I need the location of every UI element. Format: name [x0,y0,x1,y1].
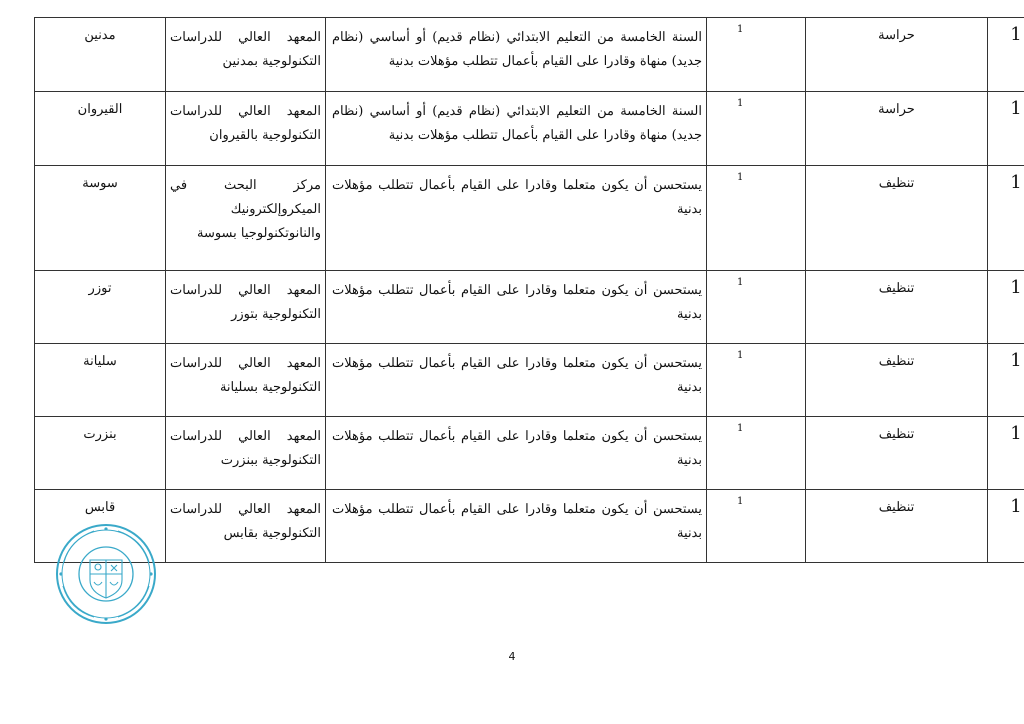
count-cell: 1 [707,417,806,490]
region-cell: توزر [35,271,166,344]
conditions-cell: يستحسن أن يكون متعلما وقادرا على القيام بأعمال تتطلب مؤهلات بدنية [326,490,707,563]
table-row [35,417,1024,490]
conditions-cell: السنة الخامسة من التعليم الابتدائي (نظام قديم) أو أساسي (نظام جديد) منهاة وقادرا على القيام بأعمال تتطلب مؤهلات بدنية [326,92,707,166]
institution-cell: مركز البحث في الميكروإلكترونيك والنانوتكنولوجيا بسوسة [166,166,326,271]
count-cell: 1 [707,344,806,417]
institution-cell: المعهد العالي للدراسات التكنولوجية بمدنين [166,18,326,92]
region-cell: سليانة [35,344,166,417]
number-cell: 1 [988,344,1024,417]
conditions-cell: يستحسن أن يكون متعلما وقادرا على القيام بأعمال تتطلب مؤهلات بدنية [326,417,707,490]
job-cell: تنظيف [806,490,988,563]
job-cell: تنظيف [806,166,988,271]
number-cell: 1 [988,92,1024,166]
institution-cell: المعهد العالي للدراسات التكنولوجية بقابس [166,490,326,563]
region-cell: سوسة [35,166,166,271]
conditions-cell: يستحسن أن يكون متعلما وقادرا على القيام بأعمال تتطلب مؤهلات بدنية [326,344,707,417]
count-cell: 1 [707,92,806,166]
job-cell: حراسة [806,92,988,166]
conditions-cell: السنة الخامسة من التعليم الابتدائي (نظام قديم) أو أساسي (نظام جديد) منهاة وقادرا على القيام بأعمال تتطلب مؤهلات بدنية [326,18,707,92]
table-row [35,92,1024,166]
region-cell: بنزرت [35,417,166,490]
job-cell: تنظيف [806,271,988,344]
count-cell: 1 [707,18,806,92]
institution-cell: المعهد العالي للدراسات التكنولوجية بالقيروان [166,92,326,166]
number-cell: 1 [988,271,1024,344]
table-row [35,18,1024,92]
conditions-cell: يستحسن أن يكون متعلما وقادرا على القيام بأعمال تتطلب مؤهلات بدنية [326,271,707,344]
region-cell: القيروان [35,92,166,166]
number-cell: 1 [988,490,1024,563]
job-cell: تنظيف [806,344,988,417]
number-cell: 1 [988,417,1024,490]
institution-cell: المعهد العالي للدراسات التكنولوجية بسليانة [166,344,326,417]
count-cell: 1 [707,490,806,563]
official-seal [54,522,158,626]
count-cell: 1 [707,271,806,344]
page-number: 4 [508,650,516,663]
region-cell: قابس [35,490,166,563]
number-cell: 1 [988,18,1024,92]
job-cell: تنظيف [806,417,988,490]
table-row [35,344,1024,417]
conditions-cell: يستحسن أن يكون متعلما وقادرا على القيام بأعمال تتطلب مؤهلات بدنية [326,166,707,271]
recruitment-table [34,17,1024,563]
count-cell: 1 [707,166,806,271]
table-row [35,271,1024,344]
table-row [35,166,1024,271]
table-row [35,490,1024,563]
job-cell: حراسة [806,18,988,92]
institution-cell: المعهد العالي للدراسات التكنولوجية ببنزرت [166,417,326,490]
region-cell: مدنين [35,18,166,92]
institution-cell: المعهد العالي للدراسات التكنولوجية بتوزر [166,271,326,344]
number-cell: 1 [988,166,1024,271]
